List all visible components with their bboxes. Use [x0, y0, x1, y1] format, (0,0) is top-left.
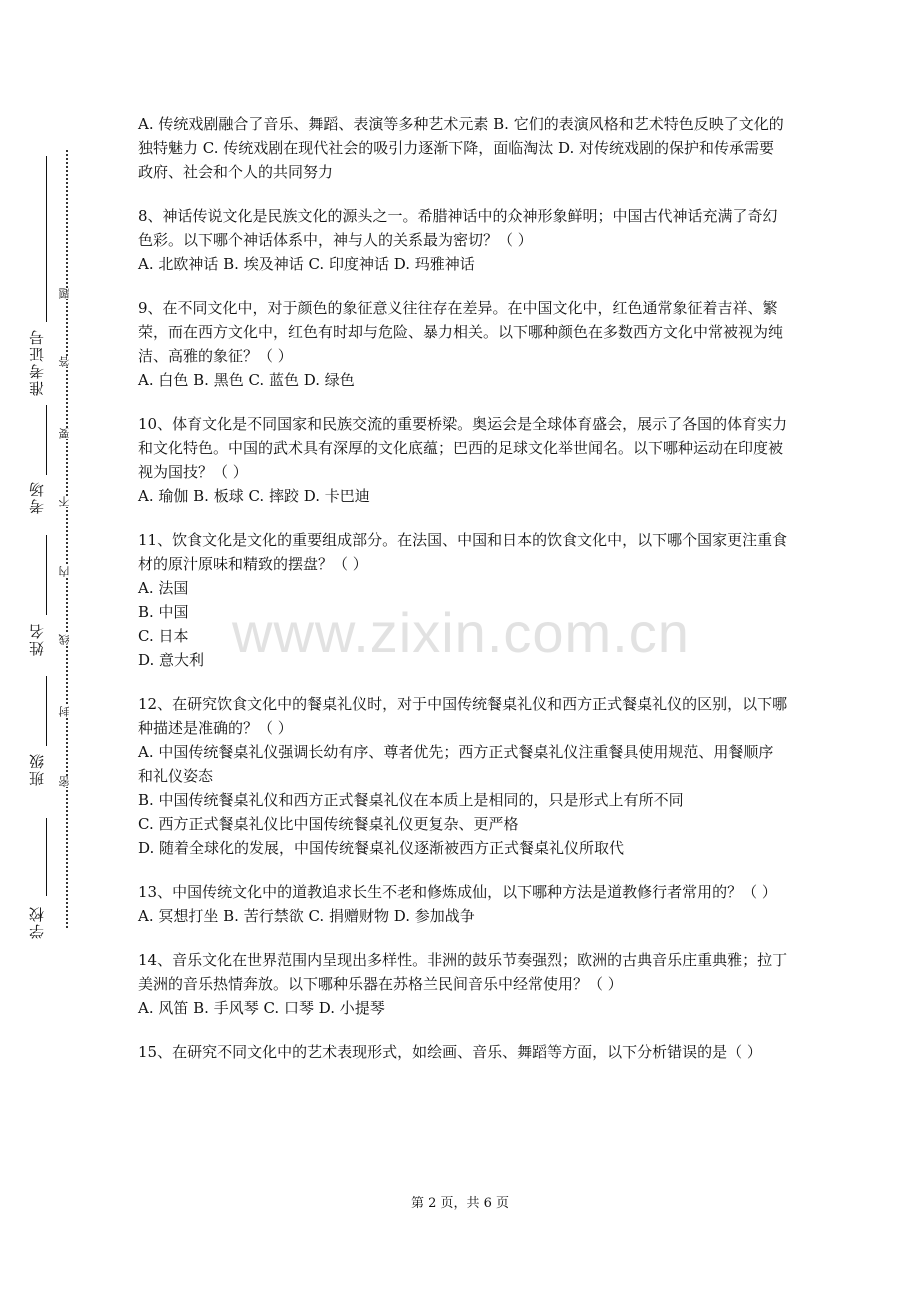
answer-option: C. 日本: [138, 627, 189, 645]
seal-char: 封: [59, 706, 75, 717]
question-text: 13、中国传统文化中的道教追求长生不老和修炼成仙，以下哪种方法是道教修行者常用的？（ ）: [138, 883, 777, 901]
admission-number-label: 准考证号: [28, 328, 46, 396]
question-block: [138, 528, 788, 672]
seal-char: 内: [59, 566, 75, 577]
seal-dotted-line: [66, 150, 68, 928]
name-label: 姓名: [28, 622, 46, 656]
question-block: [138, 296, 788, 392]
answer-option: B. 中国传统餐桌礼仪和西方正式餐桌礼仪在本质上是相同的，只是形式上有所不同: [138, 791, 684, 809]
question-text: 15、在研究不同文化中的艺术表现形式，如绘画、音乐、舞蹈等方面，以下分析错误的是（ ）: [138, 1043, 762, 1061]
exam-content: [138, 112, 788, 1084]
class-label: 班级: [28, 752, 46, 786]
question-text: 11、饮食文化是文化的重要组成部分。在法国、中国和日本的饮食文化中，以下哪个国家更注重食材的原汁原味和精致的摆盘？（ ）: [138, 531, 788, 573]
answer-option: A. 风笛 B. 手风琴 C. 口琴 D. 小提琴: [138, 999, 385, 1017]
school-label: 学校: [28, 905, 46, 939]
exam-room-underline: [46, 405, 47, 475]
answer-option: D. 意大利: [138, 651, 205, 669]
answer-option: A. 北欧神话 B. 埃及神话 C. 印度神话 D. 玛雅神话: [138, 255, 475, 273]
question-block: [138, 1040, 788, 1064]
question-block: [138, 412, 788, 508]
school-underline: [46, 818, 47, 896]
question-block: [138, 204, 788, 276]
question-text: 12、在研究饮食文化中的餐桌礼仪时，对于中国传统餐桌礼仪和西方正式餐桌礼仪的区别，以下哪种描述是准确的？（ ）: [138, 695, 788, 737]
seal-char: 不: [59, 496, 75, 507]
seal-char: 答: [59, 356, 75, 367]
question-text: 9、在不同文化中，对于颜色的象征意义往往存在差异。在中国文化中，红色通常象征着吉祥、繁荣，而在西方文化中，红色有时却与危险、暴力相关。以下哪种颜色在多数西方文化中常被视为纯洁、高雅的象征？（ ）: [138, 299, 784, 365]
answer-option: B. 中国: [138, 603, 189, 621]
seal-char: 题: [59, 288, 75, 299]
answer-option: A. 中国传统餐桌礼仪强调长幼有序、尊者优先；西方正式餐桌礼仪注重餐具使用规范、用餐顺序和礼仪姿态: [138, 743, 774, 785]
page-footer: 第 2 页，共 6 页: [410, 1196, 510, 1211]
watermark: www.zixin.com.cn: [232, 601, 690, 664]
question-text: 8、神话传说文化是民族文化的源头之一。希腊神话中的众神形象鲜明；中国古代神话充满了奇幻色彩。以下哪个神话体系中，神与人的关系最为密切？（ ）: [138, 207, 778, 249]
question-text: 10、体育文化是不同国家和民族交流的重要桥梁。奥运会是全球体育盛会，展示了各国的体育实力和文化特色。中国的武术具有深厚的文化底蕴；巴西的足球文化举世闻名。以下哪种运动在印度被视为国技？（ ）: [138, 415, 788, 481]
exam-room-label: 考场: [28, 480, 46, 514]
seal-char: 密: [59, 776, 75, 787]
admission-number-underline: [46, 156, 47, 322]
binding-margin: [0, 0, 130, 1302]
question-text: A. 传统戏剧融合了音乐、舞蹈、表演等多种艺术元素 B. 它们的表演风格和艺术特色反映了文化的独特魅力 C. 传统戏剧在现代社会的吸引力逐渐下降，面临淘汰 D. 对传统戏剧的保护和传承需要政府、社会和个人的共同努力: [138, 115, 784, 181]
class-underline: [46, 676, 47, 746]
question-block: [138, 948, 788, 1020]
seal-char: 线: [59, 634, 75, 645]
answer-option: A. 法国: [138, 579, 189, 597]
name-underline: [46, 535, 47, 615]
answer-option: A. 冥想打坐 B. 苦行禁欲 C. 捐赠财物 D. 参加战争: [138, 907, 475, 925]
answer-option: A. 白色 B. 黑色 C. 蓝色 D. 绿色: [138, 371, 355, 389]
answer-option: C. 西方正式餐桌礼仪比中国传统餐桌礼仪更复杂、更严格: [138, 815, 519, 833]
question-block: [138, 880, 788, 928]
answer-option: A. 瑜伽 B. 板球 C. 摔跤 D. 卡巴迪: [138, 487, 370, 505]
answer-option: D. 随着全球化的发展，中国传统餐桌礼仪逐渐被西方正式餐桌礼仪所取代: [138, 839, 625, 857]
question-block: [138, 112, 788, 184]
seal-char: 要: [59, 428, 75, 439]
question-text: 14、音乐文化在世界范围内呈现出多样性。非洲的鼓乐节奏强烈；欧洲的古典音乐庄重典雅；拉丁美洲的音乐热情奔放。以下哪种乐器在苏格兰民间音乐中经常使用？（ ）: [138, 951, 788, 993]
question-block: [138, 692, 788, 860]
